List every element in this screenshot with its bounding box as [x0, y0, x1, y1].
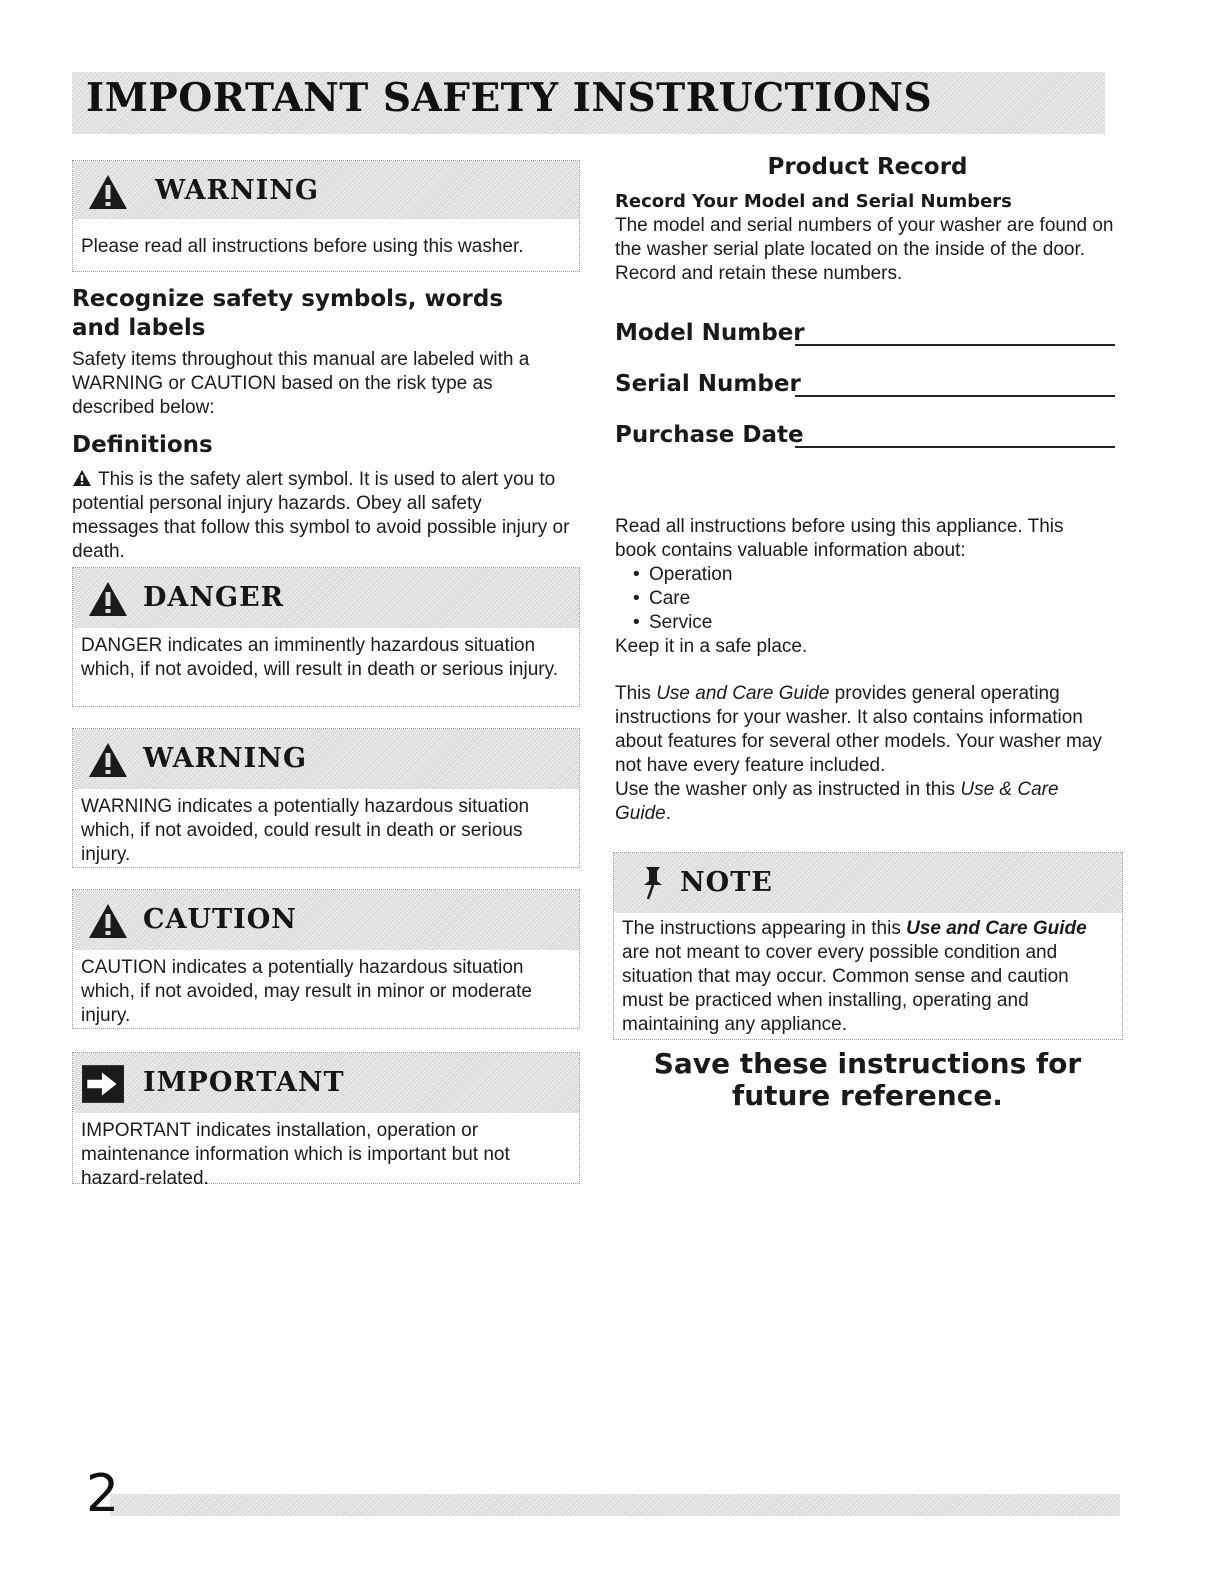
guide-title-em: Use and Care Guide — [656, 683, 830, 704]
arrow-box-icon — [81, 1063, 125, 1105]
note-text-part: The instructions appearing in this — [622, 918, 907, 939]
warning-triangle-icon — [87, 902, 129, 940]
product-record-subtitle: Record Your Model and Serial Numbers — [615, 191, 1012, 212]
purchase-date-line[interactable] — [795, 446, 1115, 448]
guide-title-em: Use & Care Guide — [615, 779, 1059, 824]
warning-text: WARNING indicates a potentially hazardous situation which, if not avoided, could result in death or serious injury. — [81, 796, 530, 865]
serial-number-line[interactable] — [795, 395, 1115, 397]
warning-triangle-icon — [87, 173, 129, 211]
caution-header — [73, 890, 579, 950]
info-list — [615, 563, 1105, 635]
guide-text: . — [665, 803, 671, 824]
danger-text: DANGER indicates an imminently hazardous situation which, if not avoided, will result in death or serious injury. — [81, 635, 558, 680]
danger-callout — [72, 567, 580, 707]
note-callout — [613, 852, 1123, 1040]
read-all-intro: Read all instructions before using this appliance. This book contains valuable information about: — [615, 516, 1064, 561]
page-number: 2 — [86, 1464, 120, 1524]
pushpin-icon — [632, 863, 674, 901]
warning-callout — [72, 728, 580, 868]
recognize-text: Safety items throughout this manual are labeled with a WARNING or CAUTION based on the risk type as described below: — [72, 349, 530, 418]
guide-paragraph-1 — [615, 682, 1115, 778]
model-number-line[interactable] — [795, 344, 1115, 346]
important-callout — [72, 1052, 580, 1189]
note-guide-title: Use and Care Guide — [906, 918, 1087, 939]
safety-alert-icon — [72, 469, 92, 487]
top-warning-label: WARNING — [155, 175, 320, 206]
page-title: IMPORTANT SAFETY INSTRUCTIONS — [86, 75, 933, 121]
save-line-2: future reference. — [732, 1079, 1003, 1112]
product-record-title: Product Record — [767, 154, 968, 180]
definitions-heading: Definitions — [72, 432, 213, 458]
important-text: IMPORTANT indicates installation, operation or maintenance information which is important but not hazard-related. — [81, 1120, 510, 1189]
caution-text: CAUTION indicates a potentially hazardous situation which, if not avoided, may result in minor or moderate injury. — [81, 957, 532, 1026]
list-item: • Care — [615, 587, 1105, 611]
top-warning-header — [73, 161, 579, 219]
recognize-heading: Recognize safety symbols, words and labels — [72, 286, 504, 341]
read-all-block — [615, 515, 1105, 659]
danger-header — [73, 568, 579, 628]
important-header — [73, 1053, 579, 1113]
warning-label: WARNING — [143, 743, 308, 774]
page-header-banner — [72, 72, 1105, 134]
purchase-date-label: Purchase Date — [615, 422, 804, 448]
product-record-text: The model and serial numbers of your washer are found on the washer serial plate located on the inside of the door. Record and retain these numbers. — [615, 215, 1114, 284]
guide-text: Use the washer only as instructed in this — [615, 779, 961, 800]
guide-text: provides general operating instructions for your washer. It also contains information about features for several other models. Your washer may not have every feature included. — [615, 683, 1102, 776]
model-number-label: Model Number — [615, 320, 805, 346]
save-instructions — [615, 1048, 1120, 1112]
warning-triangle-icon — [87, 580, 129, 618]
warning-triangle-icon — [87, 741, 129, 779]
read-all-outro: Keep it in a safe place. — [615, 636, 808, 657]
definitions-text: This is the safety alert symbol. It is used to alert you to potential personal injury hazards. Obey all safety messages that follow this symbol to avoid possible injury or death. — [72, 469, 570, 562]
serial-number-label: Serial Number — [615, 371, 801, 397]
footer-bar — [110, 1494, 1120, 1516]
guide-paragraph-2 — [615, 778, 1115, 826]
caution-label: CAUTION — [143, 904, 297, 935]
list-item: • Operation — [615, 563, 1105, 587]
note-text — [622, 917, 1114, 1037]
note-text-part: are not meant to cover every possible condition and situation that may occur. Common sense and caution must be practiced when installing, operating and maintaining any appliance. — [622, 942, 1069, 1035]
danger-label: DANGER — [143, 582, 285, 613]
warning-header — [73, 729, 579, 789]
important-label: IMPORTANT — [143, 1067, 345, 1098]
caution-callout — [72, 889, 580, 1029]
top-warning-text: Please read all instructions before using this washer. — [81, 236, 524, 257]
definitions-block — [72, 468, 572, 564]
list-item: • Service — [615, 611, 1105, 635]
guide-text: This — [615, 683, 657, 704]
note-header — [614, 853, 1122, 913]
note-label: NOTE — [680, 867, 773, 898]
top-warning-callout — [72, 160, 580, 272]
save-line-1: Save these instructions for — [653, 1047, 1082, 1080]
